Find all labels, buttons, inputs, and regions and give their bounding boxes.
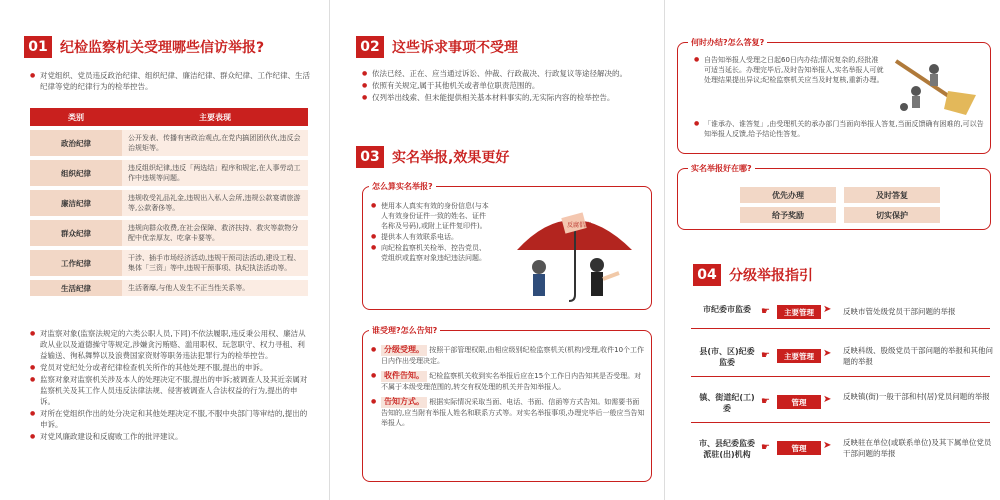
level-name: 县(市、区)纪委监委 <box>699 347 755 367</box>
level-desc: 反映驻在单位(或联系单位)及其下属单位党员干部问题的举报 <box>843 438 992 458</box>
item-head: 告知方式。 <box>381 397 427 408</box>
list-item <box>371 371 645 392</box>
person-head-icon <box>532 260 546 274</box>
accept-list <box>30 328 310 443</box>
item-head: 分级受理。 <box>381 345 427 356</box>
box-tag: 何时办结?怎么答复? <box>688 37 767 48</box>
arrow-right-icon: ➤ <box>823 348 832 359</box>
advantage-badge: 优先办理 <box>740 187 836 203</box>
row-desc: 生活奢靡,与他人发生不正当性关系等。 <box>122 280 308 296</box>
row-desc: 干涉、插手市场经济活动,违规干预司法活动,建设工程、集体「三资」等中,违规干预事项、执纪执法活动等。 <box>122 250 308 276</box>
advantage-badge: 切实保护 <box>844 207 940 223</box>
list-item: ● 监察对象对监察机关涉及本人的处理决定不服,提出的申诉;被调查人及其近亲属对监察机关及其工作人员违反法律法规、侵害被调查人合法权益的行为,提出的申诉。 <box>30 374 310 407</box>
advantage-badge: 给予奖励 <box>740 207 836 223</box>
list-item <box>371 345 645 366</box>
section-heading: 实名举报,效果更好 <box>392 150 510 166</box>
section-01-title <box>24 36 264 58</box>
row-category: 群众纪律 <box>30 220 122 246</box>
box-tag: 谁受理?怎么告知? <box>369 325 440 336</box>
box-tag: 怎么算实名举报? <box>369 181 436 192</box>
row-category: 工作纪律 <box>30 250 122 276</box>
reply-list <box>694 119 984 140</box>
panel-left <box>0 0 330 500</box>
reject-list <box>362 68 652 104</box>
arrow-right-icon: ➤ <box>823 304 832 315</box>
table-header-category: 类别 <box>30 108 122 126</box>
hand-icon: ☛ <box>761 350 770 361</box>
hand-icon: ☛ <box>761 442 770 453</box>
row-category: 组织纪律 <box>30 160 122 186</box>
level-name: 市、县纪委监委派驻(出)机构 <box>699 439 755 459</box>
list-item: ● 使用本人真实有效的身份信息(与本人有效身份证件一致的姓名、证件名称及号码),或附上证件复印件)。 <box>371 201 489 231</box>
table-row <box>30 250 308 276</box>
section-03-title <box>356 146 509 168</box>
table-row <box>30 190 308 216</box>
panel-middle <box>332 0 665 500</box>
intro-list <box>30 70 310 93</box>
umbrella-illustration <box>497 195 647 305</box>
row-category: 廉洁纪律 <box>30 190 122 216</box>
section-heading: 这些诉求事项不受理 <box>392 40 518 56</box>
section-number: 02 <box>356 36 384 58</box>
divider <box>691 376 990 377</box>
list-item: ● 仅列举出线索、但未能提供相关基本材料事实的,无实际内容的检举控告。 <box>362 92 652 103</box>
advantage-box <box>677 164 991 230</box>
level-desc: 反映市管处级党员干部问题的举报 <box>843 307 956 316</box>
table-row <box>30 220 308 246</box>
level-pill: 主要管理 <box>777 305 821 319</box>
umbrella-label: 反腐倡廉 <box>567 222 592 229</box>
item-text: 纪检监察机关收到实名举报后应在15个工作日内告知其是否受理。对不属于本级受理范围的,转交有权处理的机关并告知举报人。 <box>381 372 642 391</box>
row-desc: 违反组织纪律,违反「两选结」程序和规定,在人事劳动工作中违规等问题。 <box>122 160 308 186</box>
list-item: ● 对监察对象(监察法规定的六类公职人员,下同)不依法履职,违反秉公用权、廉洁从政从业以及道德操守等规定,涉嫌贪污贿赂、滥用职权、玩忽职守、权力寻租、利益输送、徇私舞弊以及浪费国家资财等职务违法犯罪行为的检举控告。 <box>30 328 310 361</box>
level-pill: 主要管理 <box>777 349 821 363</box>
item-text: 按照干部管理权限,由相应级别纪检监察机关(机构)受理,收件10个工作日内作出受理决定。 <box>381 346 645 365</box>
level-desc: 反映科级、股级党员干部问题的举报和其他问题的举报 <box>843 346 993 366</box>
table-row <box>30 160 308 186</box>
section-heading: 分级举报指引 <box>729 268 813 284</box>
realname-box <box>362 182 652 310</box>
divider <box>691 328 990 329</box>
arrow-right-icon: ➤ <box>823 440 832 451</box>
list-item <box>371 397 645 429</box>
list-item: ● 向纪检监察机关检举、控告党员、党组织或监察对象违纪违法问题。 <box>371 243 489 263</box>
list-item: ● 依法已经、正在、应当通过诉讼、仲裁、行政裁决、行政复议等途径解决的。 <box>362 68 652 79</box>
intro-text: ● 对党组织、党员违反政治纪律、组织纪律、廉洁纪律、群众纪律、工作纪律、生活纪律等党的纪律行为的检举控告。 <box>30 70 310 92</box>
row-category: 生活纪律 <box>30 280 122 296</box>
notify-box <box>362 326 652 482</box>
list-item: ● 「谁承办、谁答复」,由受理机关的承办部门当面向举报人答复,当面反馈确有困难的,可以告知举报人反馈,给予结论性答复。 <box>694 119 984 139</box>
level-row <box>667 432 1000 472</box>
level-row <box>667 386 1000 426</box>
section-number: 03 <box>356 146 384 168</box>
section-02-title <box>356 36 518 58</box>
level-name: 镇、街道纪(工)委 <box>699 393 755 413</box>
discipline-table <box>30 104 308 300</box>
list-item: ● 依照有关规定,属于其他机关或者单位职责范围的。 <box>362 80 652 91</box>
level-pill: 管理 <box>777 441 821 455</box>
row-desc: 公开发表、传播有害政治观点,在党内搞团团伙伙,违反会治规矩等。 <box>122 130 308 156</box>
broom-illustration <box>886 51 986 117</box>
item-head: 收件告知。 <box>381 371 427 382</box>
arrow-right-icon: ➤ <box>823 394 832 405</box>
timeline-box <box>677 38 991 154</box>
timeline-list <box>694 55 884 86</box>
level-row <box>667 296 1000 336</box>
section-04-title <box>693 264 813 286</box>
level-name: 市纪委市监委 <box>703 305 751 314</box>
section-number: 01 <box>24 36 52 58</box>
list-item: ● 党员对党纪处分或者纪律检查机关所作的其他处理不服,提出的申诉。 <box>30 362 310 373</box>
advantage-badge: 及时答复 <box>844 187 940 203</box>
row-desc: 违规收受礼品礼金,违规出入私人会所,违规公款宴请旅游等,公款奢侈等。 <box>122 190 308 216</box>
hand-icon: ☛ <box>761 396 770 407</box>
section-heading: 纪检监察机关受理哪些信访举报? <box>60 40 265 56</box>
item-text: 根据实际情况采取当面、电话、书面、信函等方式告知。如需要书面告知的,应当附有举报人姓名和联系方式等。对实名举报事项,办理完毕后一般应当告知举报人。 <box>381 398 645 427</box>
level-pill: 管理 <box>777 395 821 409</box>
realname-list <box>371 201 489 264</box>
notify-list <box>371 345 645 430</box>
box-tag: 实名举报好在哪? <box>688 163 755 174</box>
hand-icon: ☛ <box>761 306 770 317</box>
divider <box>691 422 990 423</box>
list-item: ● 提供本人有效联系电话。 <box>371 232 489 242</box>
panel-right <box>667 0 1000 500</box>
level-desc: 反映镇(街)一般干部和村(居)党员问题的举报 <box>843 392 990 401</box>
table-header-desc: 主要表现 <box>122 108 308 126</box>
row-desc: 违规向群众收费,在社会保障、救济扶持、救灾等款物分配中优亲厚友、吃拿卡要等。 <box>122 220 308 246</box>
table-row <box>30 280 308 296</box>
list-item: ● 对所在党组织作出的处分决定和其他处理决定不服,不服中央部门等审结的,提出的申诉。 <box>30 408 310 430</box>
section-number: 04 <box>693 264 721 286</box>
row-category: 政治纪律 <box>30 130 122 156</box>
list-item: ● 自告知举报人受理之日起60日内办结;情况复杂的,经批准可适当延长。办理完毕后,及时告知举报人,实名举报人可就处理结果提出异议;纪检监察机关应当及时复核,重新办理。 <box>694 55 884 85</box>
level-row <box>667 340 1000 380</box>
list-item: ● 对党风廉政建设和反腐败工作的批评建议。 <box>30 431 310 442</box>
table-row <box>30 130 308 156</box>
